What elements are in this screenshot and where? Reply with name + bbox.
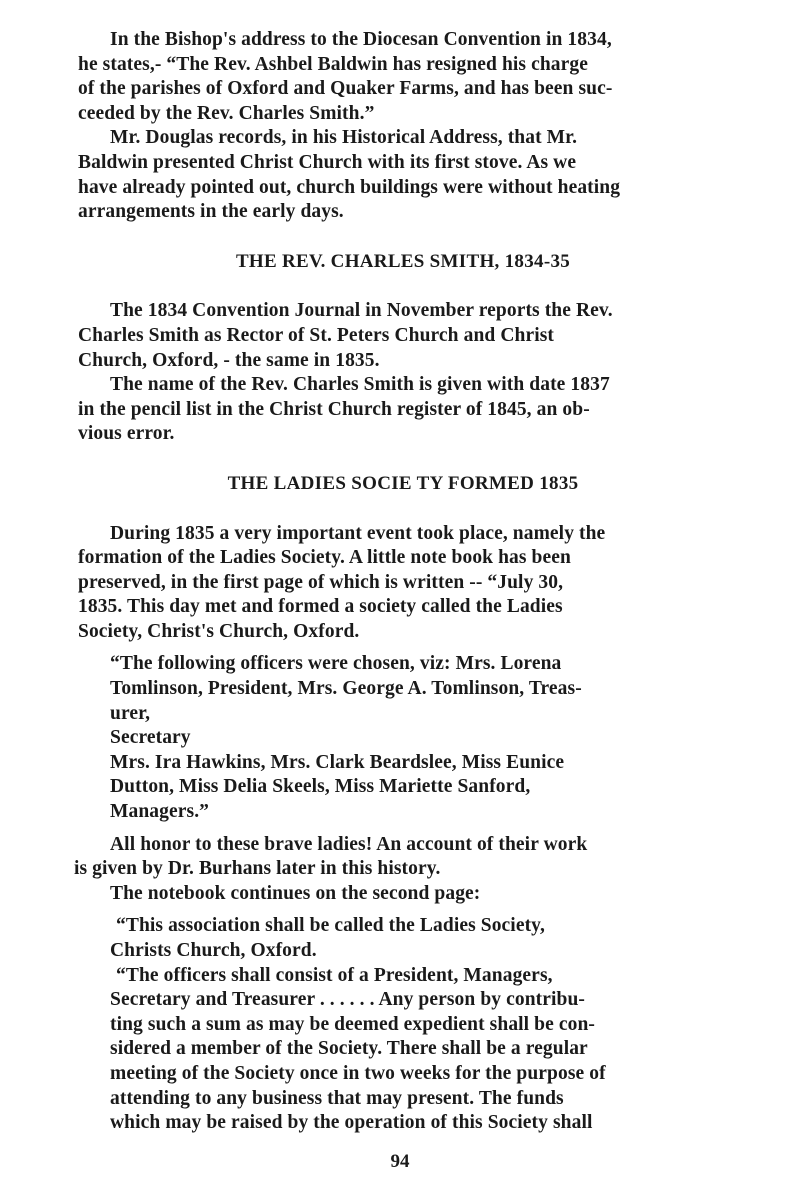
quote-line: attending to any business that may present. The funds [110,1087,564,1109]
quote-line: Secretary and Treasurer . . . . . . Any person by contribu- [110,989,585,1011]
text-line: in the pencil list in the Christ Church register of 1845, an ob- [78,398,590,420]
text-line: The notebook continues on the second page: [110,882,481,904]
text-line: Church, Oxford, - the same in 1835. [78,349,380,371]
paragraph-ladies-society-formation [78,522,728,645]
quote-line: “This association shall be called the Ladies Society, [116,915,545,937]
section-heading-charles-smith: THE REV. CHARLES SMITH, 1834-35 [235,250,571,272]
text-line: The name of the Rev. Charles Smith is given with date 1837 [110,374,610,396]
quote-line: Dutton, Miss Delia Skeels, Miss Mariette Sanford, [110,776,531,798]
paragraph-convention-journal [78,299,728,373]
text-line: formation of the Ladies Society. A little note book has been [78,547,571,569]
quote-line: meeting of the Society once in two weeks for the purpose of [110,1062,606,1084]
text-line: Society, Christ's Church, Oxford. [78,620,360,642]
quote-association-rules [78,914,728,1135]
page-body [74,28,728,1136]
text-line: preserved, in the first page of which is written -- “July 30, [78,571,564,593]
page-number: 94 [390,1151,410,1172]
text-line: 1835. This day met and formed a society called the Ladies [78,596,563,618]
quote-line: Managers.” [110,801,210,823]
text-line: Baldwin presented Christ Church with its first stove. As we [78,151,577,173]
text-line: In the Bishop's address to the Diocesan Convention in 1834, [110,29,612,50]
text-line: ceeded by the Rev. Charles Smith.” [78,102,375,124]
quote-line: ting such a sum as may be deemed expedient shall be con- [110,1013,595,1035]
text-line: Mr. Douglas records, in his Historical Address, that Mr. [110,127,578,149]
quote-line: which may be raised by the operation of this Society shall [110,1112,593,1134]
paragraph-first-stove [78,126,728,224]
quote-line: “The following officers were chosen, viz: Mrs. Lorena [110,653,562,675]
text-line: The 1834 Convention Journal in November reports the Rev. [110,300,613,322]
paragraph-bishops-address [78,28,728,126]
quote-line: Secretary [110,727,191,749]
text-line: have already pointed out, church buildings were without heating [78,176,621,198]
quote-line: “The officers shall consist of a President, Managers, [116,964,553,986]
quote-officers-chosen [78,652,728,824]
quote-line: Christs Church, Oxford. [110,940,317,961]
paragraph-all-honor [74,833,728,907]
text-line: Charles Smith as Rector of St. Peters Church and Christ [78,324,555,346]
quote-line: sidered a member of the Society. There shall be a regular [110,1038,588,1060]
quote-line: Mrs. Ira Hawkins, Mrs. Clark Beardslee, Miss Eunice [110,751,565,773]
text-line: he states,- “The Rev. Ashbel Baldwin has resigned his charge [78,53,588,75]
text-line: All honor to these brave ladies! An account of their work [110,833,588,855]
quote-line: urer, [110,702,151,724]
paragraph-pencil-list [78,373,728,447]
text-line: of the parishes of Oxford and Quaker Farms, and has been suc- [78,78,613,100]
text-line: is given by Dr. Burhans later in this history. [74,858,441,880]
text-line: During 1835 a very important event took place, namely the [110,522,606,544]
text-line: vious error. [78,423,175,445]
quote-line: Tomlinson, President, Mrs. George A. Tomlinson, Treas- [110,678,582,700]
section-heading-ladies-society: THE LADIES SOCIE TY FORMED 1835 [227,472,579,494]
text-line: arrangements in the early days. [78,201,344,223]
